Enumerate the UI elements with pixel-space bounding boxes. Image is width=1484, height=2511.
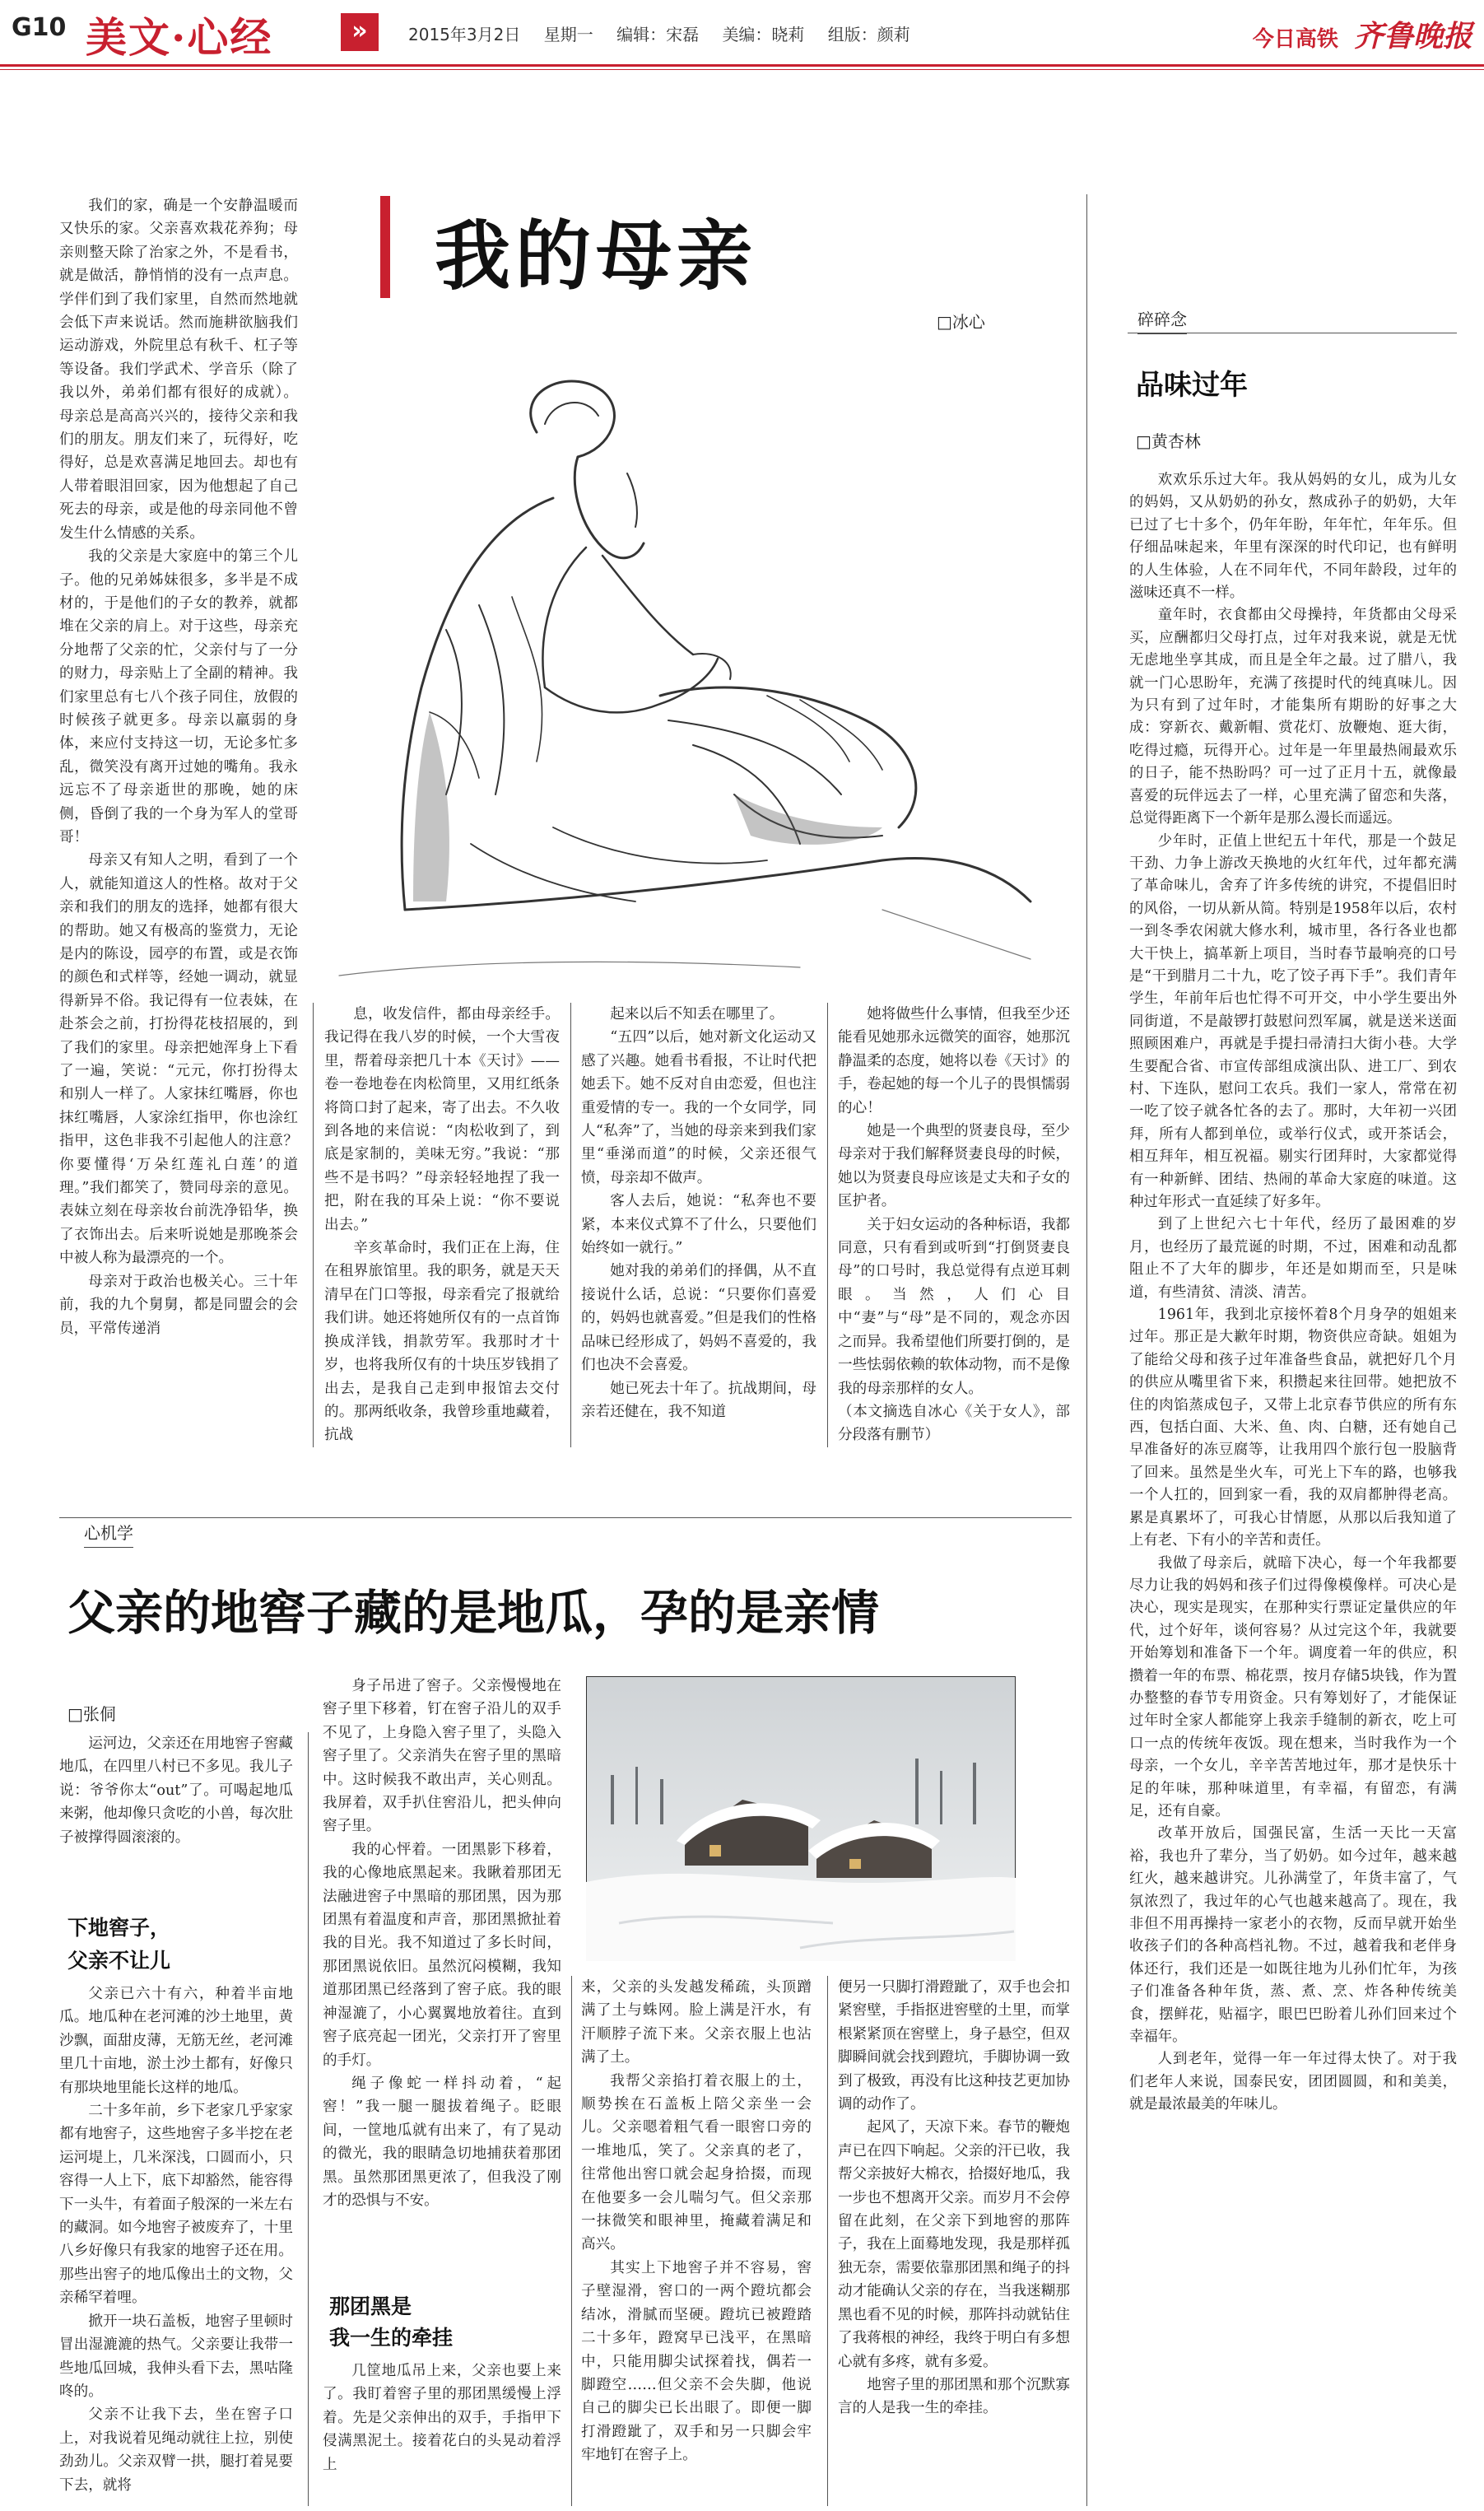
column-divider	[570, 1003, 571, 1447]
paragraph: 人到老年，觉得一年一年过得太快了。对于我们老年人来说，国泰民安，团团圆圆，和和美美，就是最浓最美的年味儿。	[1129, 2051, 1457, 2113]
title-accent-bar	[380, 196, 390, 298]
paragraph: 客人去后，她说：“私奔也不要紧，本来仪式算不了什么，只要他们始终如一就行。”	[581, 1193, 816, 1257]
source-note: （本文摘选自冰心《关于女人》，部分段落有删节）	[838, 1403, 1070, 1444]
paragraph: 掀开一块石盖板，地窖子里顿时冒出湿漉漉的热气。父亲要让我带一些地瓜回城，我伸头看下去，黑咕隆咚的。	[59, 2313, 293, 2400]
paragraph: 关于妇女运动的各种标语，我都同意，只有看到或听到“打倒贤妻良母”的口号时，我总觉得有点逆耳刺眼。当然，人们心目中“妻”与“母”是不同的，观念亦因之而异。我希望他们所要打倒的，是一些怯弱依赖的软体动物，而不是像我的母亲那样的女人。	[838, 1216, 1070, 1397]
paragraph: 她将做些什么事情，但我至少还能看见她那永远微笑的面容，她那沉静温柔的态度，她将以卷《天讨》的手，卷起她的每一个儿子的畏惧懦弱的心！	[838, 1006, 1070, 1116]
mother-col-3	[581, 1003, 816, 1446]
paragraph: 绳子像蛇一样抖动着，“起窖！”我一腿一腿拔着绳子。眨眼间，一筐地瓜就有出来了，有了晃动的微光，我的眼睛急切地捕获着那团黑。虽然那团黑更浓了，但我没了刚才的恐惧与不安。	[323, 2075, 561, 2209]
paragraph: 息，收发信件，都由母亲经手。我记得在我八岁的时候，一个大雪夜里，帮着母亲把几十本《天讨》——卷一卷地卷在肉松筒里，又用红纸条将筒口封了起来，寄了出去。不久收到各地的来信说：“肉松收到了，到底是家制的，美味无穷。”我说：“那些不是书吗？”母亲轻轻地捏了我一把，附在我的耳朵上说：“你不要说出去。”	[324, 1006, 560, 1233]
paragraph: 她是一个典型的贤妻良母，至少母亲对于我们解释贤妻良母的时候，她以为贤妻良母应该是丈夫和子女的匡护者。	[838, 1123, 1070, 1210]
issue-date: 2015年3月2日	[408, 25, 521, 44]
paragraph: 辛亥革命时，我们正在上海，住在租界旅馆里。我的职务，就是天天清早在门口等报，母亲看完了报就给我们讲。她还将她所仅有的一点首饰换成洋钱，捐款劳军。我那时才十岁，也将我所仅有的十块压岁钱捐了出去，是我自己走到申报馆去交付的。那两纸收条，我曾珍重地藏着，抗战	[324, 1240, 560, 1444]
paragraph: 到了上世纪六七十年代，经历了最困难的岁月，也经历了最荒诞的时期，不过，困难和动乱都阻止不了大年的脚步，年还是如期而至，只是味道，有些清贫、清淡、清苦。	[1129, 1216, 1457, 1301]
column-divider	[308, 1732, 309, 2506]
paragraph: 改革开放后，国强民富，生活一天比一天富裕，我也升了辈分，当了奶奶。如今过年，越来越红火，越来越讲究。儿孙满堂了，年货丰富了，气氛浓烈了，我过年的心气也越来越高了。现在，我非但不用再操持一家老小的衣物，反而早就开始坐收孩子们的各种高档礼物。不过，越着我和老伴身体还行，我们还是一如既往地为儿孙们忙年，为孩子们准备各种年货，蒸、煮、烹、炸各种传统美食，摆鲜花，贴福字，眼巴巴盼着儿孙们回来过个幸福年。	[1129, 1825, 1457, 2046]
snow-village-photo-icon	[586, 1676, 1016, 1961]
paragraph: 我帮父亲掐打着衣服上的土，顺势挨在石盖板上陪父亲坐一会儿。父亲嗯着粗气看一眼窖口旁的一堆地瓜，笑了。父亲真的老了，往常他出窖口就会起身拾掇，而现在他要多一会儿喘匀气。但父亲那一抹微笑和眼神里，掩藏着满足和高兴。	[581, 2072, 812, 2253]
column-divider	[571, 1976, 572, 2506]
paragraph: 起风了，天凉下来。春节的鞭炮声已在四下响起。父亲的汗已收，我帮父亲披好大棉衣，拾掇好地瓜，我一步也不想离开父亲。而岁月不会停留在此刻，在父亲下到地窖的那阵子，我在上面蓦地发现，我是那样孤独无奈，需要依靠那团黑和绳子的抖动才能确认父亲的存在，当我迷糊那黑也看不见的时候，那阵抖动就钻住了我蒋根的神经，我终于明白有多想心就有多疼，就有多爱。	[838, 2119, 1070, 2370]
section-arrow-icon: »	[341, 13, 379, 51]
paragraph: 父亲已六十有六，种着半亩地瓜。地瓜种在老河滩的沙土地里，黄沙飘，面甜皮薄，无筋无丝，老河滩里几十亩地，淤土沙土都有，好像只有那块地里能长这样的地瓜。	[59, 1986, 293, 2096]
sidebar-divider	[1086, 194, 1087, 2506]
paragraph: 父亲不让我下去，坐在窖子口上，对我说着见绳动就往上拉，别使劲劲儿。父亲双臂一拱，腿打着晃要下去，就将	[59, 2406, 293, 2494]
paragraph: 运河边，父亲还在用地窖子窖藏地瓜，在四里八村已不多见。我儿子说：爷爷你太“out”了。可喝起地瓜来粥，他却像只贪吃的小兽，每次肚子被撑得圆滚滚的。	[59, 1735, 293, 1846]
slogan: 今日高铁	[1252, 27, 1338, 52]
father-col-2	[323, 1675, 561, 2251]
mother-sewing-sketch-icon	[306, 333, 1054, 990]
paragraph: 二十多年前，乡下老家几乎家家都有地窖子，这些地窖子多半挖在老运河堤上，几米深浅，口圆而小，只容得一人上下，底下却豁然，能容得下一头牛，有着面子般深的一米左右的藏洞。如今地窖子被废弃了，十里八乡好像只有我家的地窖子还在用。那些出窖子的地瓜像出土的文物，父亲稀罕着哩。	[59, 2103, 293, 2307]
paragraph: 几筐地瓜吊上来，父亲也要上来了。我盯着窖子里的那团黑缓慢上浮着。先是父亲伸出的双手，手指甲下侵满黑泥土。接着花白的头晃动着浮上	[323, 2363, 561, 2473]
byline-father: □张侗	[67, 1704, 116, 1724]
byline-newyear: □黄杏林	[1136, 431, 1201, 451]
article-title-newyear: 品味过年	[1136, 369, 1248, 402]
proofreader: 组版：颜莉	[827, 25, 910, 44]
paragraph: 母亲又有知人之明，看到了一个人，就能知道这人的性格。故对于父亲和我们的朋友的选择，她都有很大的帮助。她又有极高的鉴赏力，无论是内的陈设，园亭的布置，或是衣饰的颜色和式样等，经她一调动，就显得新异不俗。我记得有一位表妹，在赴茶会之前，打扮得花枝招展的，到了我们的家里。母亲把她浑身上下看了一遍，笑说：“元元，你打扮得太和别人一样了。人家抹红嘴唇，你也抹红嘴唇，人家涂红指甲，你也涂红指甲，这色非我不引起他人的注意？你要懂得‘万朵红莲礼白莲’的道理。”我们都笑了，赞同母亲的意见。表妹立刻在母亲妆台前洗净铅华，换了衣饰出去。后来听说她是那晚茶会中被人称为最漂亮的一个。	[59, 852, 298, 1267]
paragraph: 我的心怦着。一团黑影下移着，我的心像地底黑起来。我瞅着那团无法融进窖子中黑暗的那团黑，因为那团黑有着温度和声音，那团黑掀扯着我的目光。我不知道过了多长时间，那团黑说依旧。虽然沉闷模糊，我知道那团黑已经落到了窖子底。我的眼神湿漉了，小心翼翼地放着往。直到窖子底亮起一团光，父亲打开了窖里的手灯。	[323, 1841, 561, 2069]
mother-col-1	[59, 194, 298, 1446]
header-rule	[0, 64, 1484, 67]
paragraph: 来，父亲的头发越发稀疏，头顶蹭满了土与蛛网。脸上满是汗水，有汗顺脖子流下来。父亲衣服上也沾满了土。	[581, 1979, 812, 2066]
father-col-1b	[59, 1982, 293, 2509]
section-divider	[59, 1517, 1072, 1518]
column-tag-xinjixue: 心机学	[84, 1520, 133, 1548]
paragraph: 少年时，正值上世纪五十年代，那是一个鼓足干劲、力争上游改天换地的火红年代，过年都充满了革命味儿，舍弃了许多传统的讲究，不提倡旧时的风俗，一切从新从简。特别是1958年以后，农村一到冬季农闲就大修水利，城市里，各行各业也都大干快上，搞革新上项目，当时春节最响亮的口号是“干到腊月二十九，吃了饺子再下手”。我们青年学生，年前年后也忙得不可开交，中小学生要出外同街道，不是敲锣打鼓慰问烈军属，就是送米送面照顾困难户，再就是手提扫帚清扫大街小巷。大学生要配合省、市宣传部组成演出队、进工厂、到农村、下连队，慰问工农兵。我们一家人，常常在初一吃了饺子就各忙各的去了。那时，大年初一兴团拜，所有人都到单位，或举行仪式，或开茶话会，相互拜年，相互祝福。剔实行团拜时，大家都觉得有一种新鲜、团结、热闹的革命大家庭的味道。这种过年形式一直延续了好多年。	[1129, 832, 1457, 1210]
editor: 编辑：宋磊	[616, 25, 700, 44]
paragraph: 我们的家，确是一个安静温暖而又快乐的家。父亲喜欢栽花养狗；母亲则整天除了治家之外，不是看书，就是做活，静悄悄的没有一点声息。学伴们到了我们家里，自然而然地就会低下声来说话。然而施耕欲脑我们运动游戏，外院里总有秋千、杠子等等设备。我们学武术、学音乐（除了我以外，弟弟们都有很好的成就）。母亲总是高高兴兴的，接待父亲和我们的朋友。朋友们来了，玩得好，吃得好，总是欢喜满足地回去。却也有人带着眼泪回家，因为他想起了自己死去的母亲，或是他的母亲同他不曾发生什么情感的关系。	[59, 198, 298, 542]
mother-col-2	[324, 1003, 560, 1446]
paragraph: 地窖子里的那团黑和那个沉默寡言的人是我一生的牵挂。	[838, 2376, 1070, 2417]
newspaper-logo: 齐鲁晚报	[1353, 19, 1472, 54]
father-col-4	[838, 1976, 1070, 2508]
issue-weekday: 星期一	[543, 25, 593, 44]
header-rule-thin	[0, 69, 1484, 70]
paragraph: 她已死去十年了。抗战期间，母亲若还健在，我不知道	[581, 1380, 816, 1420]
article-title-mother: 我的母亲	[435, 212, 758, 300]
article-title-father: 父亲的地窖子藏的是地瓜，孕的是亲情	[67, 1585, 880, 1641]
page-code: G10	[12, 13, 67, 42]
paragraph: 我的父亲是大家庭中的第三个儿子。他的兄弟姊妹很多，多半是不成材的，于是他们的子女的教养，就都堆在父亲的肩上。对于这些，母亲充分地帮了父亲的忙，父亲付与了一分的财力，母亲贴上了全副的精神。我们家里总有七八个孩子同住，放假的时候孩子就更多。母亲以羸弱的身体，来应付支持这一切，无论多忙多乱，微笑没有离开过她的嘴角。我永远忘不了母亲逝世的那晚，她的床侧，昏倒了我的一个身为军人的堂哥哥！	[59, 548, 298, 846]
section-title: 美文·心经	[86, 13, 273, 62]
issue-meta	[408, 21, 928, 45]
subhead-2b: 我一生的牵挂	[329, 2326, 454, 2350]
column-divider	[313, 1003, 314, 1447]
paragraph: 起来以后不知丢在哪里了。	[610, 1006, 784, 1023]
paragraph: “五四”以后，她对新文化运动又感了兴趣。她看书看报，不让时代把她丢下。她不反对自由恋爱，但也注重爱情的专一。我的一个女同学，同人“私奔”了，当她的母亲来到我们家里“垂涕而道”的时候，父亲还很气愤，母亲却不做声。	[581, 1029, 816, 1186]
subhead-1a: 下地窖子，	[67, 1916, 171, 1940]
newyear-col	[1129, 469, 1457, 2506]
designer: 美编：晓莉	[722, 25, 805, 44]
subhead-1b: 父亲不让儿	[67, 1949, 171, 1973]
paragraph: 其实上下地窖子并不容易，窖子壁湿滑，窖口的一两个蹬坑都会结冰，滑腻而坚硬。蹬坑已被蹬踏二十多年，蹬窝早已浅平，在黑暗中，只能用脚尖试探着找，偶若一脚蹬空……但父亲不会失脚，他说自己的脚尖已长出眼了。即便一脚打滑蹬跐了，双手和另一只脚会牢牢地钉在窖子上。	[581, 2259, 812, 2464]
paragraph: 童年时，衣食都由父母操持，年货都由父母采买，应酬都归父母打点，过年对我来说，就是无忧无虑地坐享其成，而且是全年之最。过了腊八，我就一门心思盼年，充满了孩提时代的纯真味儿。因为只有到了过年时，才能集所有期盼的好事之大成：穿新衣、戴新帽、赏花灯、放鞭炮、逛大街，吃得过瘾，玩得开心。过年是一年里最热闹最欢乐的日子，能不热盼吗？可一过了正月十五，就像最喜爱的玩伴远去了一样，心里充满了留恋和失落，总觉得距离下一个新年是那么漫长而遥远。	[1129, 607, 1457, 827]
byline-mother: □冰心	[937, 312, 985, 332]
column-divider	[827, 1003, 828, 1447]
paragraph: 我做了母亲后，就暗下决心，每一个年我都要尽力让我的妈妈和孩子们过得像模像样。可决心是决心，现实是现实，在那种实行票证定量供应的年代，过个好年，谈何容易？从过完这个年，我就要开始筹划和准备下一个年。调度着一年的供应，积攒着一年的布票、棉花票，按月存储5块钱，作为置办整整的春节专用资金。只有筹划好了，才能保证过年时全家人都能穿上我亲手缝制的新衣，吃上可口一点的传统年夜饭。现在想来，当时我作为一个母亲，一个女儿，辛辛苦苦地过年，那才是快乐十足的年味，那种味道里，有幸福，有留恋，有满足，还有自豪。	[1129, 1554, 1457, 1819]
paragraph: 1961年，我到北京接怀着8个月身孕的姐姐来过年。那正是大歉年时期，物资供应奇缺。姐姐为了能给父母和孩子过年准备些食品，就把好几个月的供应从嘴里省下来，积攒起来往回带。她把放不住的肉馅蒸成包子，又带上北京春节供应的所有东西，包括白面、大米、鱼、肉、白糖，还有她自己早准备好的冻豆腐等，让我用四个旅行包一股脑背了回来。虽然是坐火车，可光上下车的路，也够我一个人扛的，回到家一看，我的双肩都肿得老高。累是真累坏了，可我心甘情愿，从那以后我知道了上有老、下有小的辛苦和责任。	[1129, 1307, 1457, 1549]
column-divider	[827, 1976, 828, 2506]
paragraph: 欢欢乐乐过大年。我从妈妈的女儿，成为儿女的妈妈，又从奶奶的孙女，熬成孙子的奶奶，大年已过了七十多个，仍年年盼，年年忙，年年乐。但仔细品味起来，年里有深深的时代印记，也有鲜明的人生体验，人在不同年代，不同年龄段，过年的滋味还真不一样。	[1129, 472, 1457, 602]
father-col-3	[581, 1976, 812, 2508]
paragraph: 身子吊进了窖子。父亲慢慢地在窖子里下移着，钉在窖子沿儿的双手不见了，上身隐入窖子里了，头隐入窖子里了。父亲消失在窖子里的黑暗中。这时候我不敢出声，关心则乱。我屏着，双手扒住窖沿儿，把头伸向窖子里。	[323, 1678, 561, 1835]
paragraph: 她对我的弟弟们的择偶，从不直接说什么话，总说：“只要你们喜爱的，妈妈也就喜爱。”但是我们的性格品味已经形成了，妈妈不喜爱的，我们也决不会喜爱。	[581, 1263, 816, 1374]
paragraph: 母亲对于政治也极关心。三十年前，我的九个舅舅，都是同盟会的会员，平常传递消	[59, 1273, 298, 1337]
header-branding	[1253, 13, 1472, 55]
father-col-2b	[323, 2360, 561, 2508]
column-tag-suisuinian: 碎碎念	[1137, 306, 1187, 334]
mother-col-4	[838, 1003, 1070, 1446]
subhead-2a: 那团黑是	[329, 2294, 412, 2318]
paragraph: 便另一只脚打滑蹬跐了，双手也会扣紧窖壁，手指抠进窖壁的土里，而掌根紧紧顶在窖壁上，身子悬空，但双脚瞬间就会找到蹬坑，手脚协调一致到了极致，再没有比这种技艺更加协调的动作了。	[838, 1979, 1070, 2113]
father-col-1	[59, 1732, 293, 1897]
